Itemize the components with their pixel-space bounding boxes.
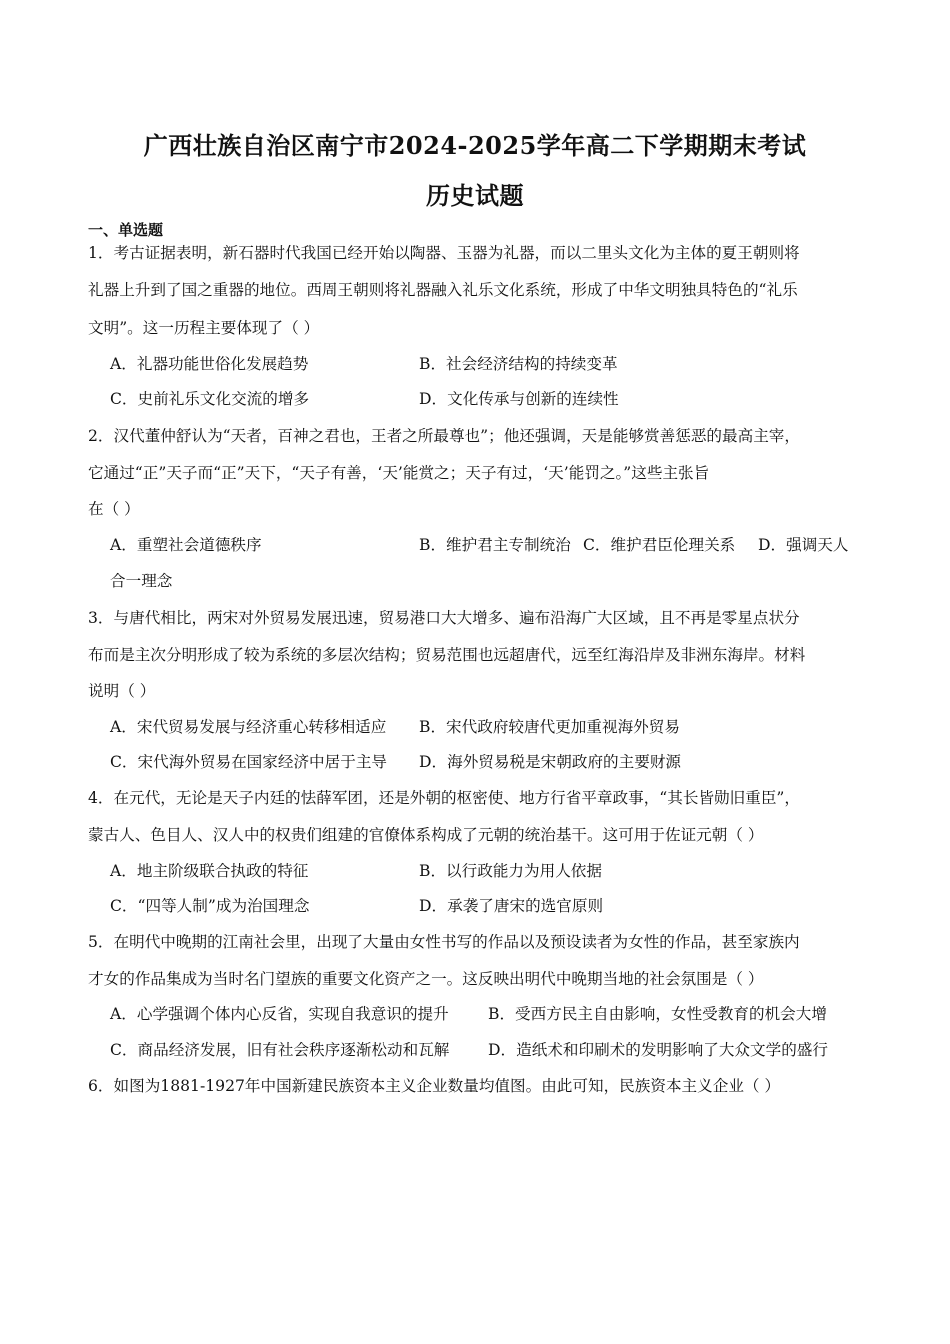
question-6-line-1: 6．如图为1881-1927年中国新建民族资本主义企业数量均值图。由此可知，民族资本主义企业（ ）: [88, 1077, 781, 1095]
question-4-option-d[interactable]: D．承袭了唐宋的选官原则: [419, 897, 604, 915]
question-1-line-3: 文明”。这一历程主要体现了（ ）: [88, 319, 320, 337]
question-5-option-c[interactable]: C．商品经济发展，旧有社会秩序逐渐松动和瓦解: [110, 1041, 450, 1059]
exam-title: 广西壮族自治区南宁市2024-2025学年高二下学期期末考试: [143, 131, 807, 160]
question-3-option-d[interactable]: D．海外贸易税是宋朝政府的主要财源: [419, 753, 682, 771]
question-3-line-3: 说明（ ）: [88, 682, 156, 700]
question-1-line-1: 1．考古证据表明，新石器时代我国已经开始以陶器、玉器为礼器，而以二里头文化为主体的夏王朝则将: [88, 244, 800, 262]
question-4-option-a[interactable]: A．地主阶级联合执政的特征: [110, 862, 309, 880]
question-4-line-1: 4．在元代，无论是天子内廷的怯薛军团，还是外朝的枢密使、地方行省平章政事，“其长皆勋旧重臣”，: [88, 789, 800, 807]
question-5-line-2: 才女的作品集成为当时名门望族的重要文化资产之一。这反映出明代中晚期当地的社会氛围是（ ）: [88, 970, 764, 988]
question-1-option-c[interactable]: C．史前礼乐文化交流的增多: [110, 390, 310, 408]
question-5-line-1: 5．在明代中晚期的江南社会里，出现了大量由女性书写的作品以及预设读者为女性的作品，甚至家族内: [88, 933, 800, 951]
question-2-option-d[interactable]: D．强调天人: [758, 536, 849, 554]
question-4-option-b[interactable]: B．以行政能力为用人依据: [419, 862, 602, 880]
question-3-line-1: 3．与唐代相比，两宋对外贸易发展迅速，贸易港口大大增多、遍布沿海广大区域，且不再是零星点状分: [88, 609, 800, 627]
question-5-option-a[interactable]: A．心学强调个体内心反省，实现自我意识的提升: [110, 1005, 449, 1023]
exam-subtitle: 历史试题: [426, 181, 524, 210]
question-4-option-c[interactable]: C．“四等人制”成为治国理念: [110, 897, 310, 915]
question-2-option-c[interactable]: C．维护君臣伦理关系: [583, 536, 736, 554]
question-5-option-b[interactable]: B．受西方民主自由影响，女性受教育的机会大增: [488, 1005, 827, 1023]
section-heading: 一、单选题: [88, 221, 164, 239]
question-3-option-c[interactable]: C．宋代海外贸易在国家经济中居于主导: [110, 753, 388, 771]
question-2-line-3: 在（ ）: [88, 500, 140, 518]
question-2-line-2: 它通过“正”天子而“正”天下，“天子有善，‘天’能赏之；天子有过，‘天’能罚之。”这些主张旨: [88, 464, 710, 482]
question-1-line-2: 礼器上升到了国之重器的地位。西周王朝则将礼器融入礼乐文化系统，形成了中华文明独具特色的“礼乐: [88, 281, 798, 299]
question-1-option-b[interactable]: B．社会经济结构的持续变革: [419, 355, 618, 373]
question-2-line-1: 2．汉代董仲舒认为“天者，百神之君也，王者之所最尊也”；他还强调，天是能够赏善惩恶的最高主宰，: [88, 427, 800, 445]
question-1-option-d[interactable]: D．文化传承与创新的连续性: [419, 390, 619, 408]
question-2-option-a[interactable]: A．重塑社会道德秩序: [110, 536, 262, 554]
question-4-line-2: 蒙古人、色目人、汉人中的权贵们组建的官僚体系构成了元朝的统治基干。这可用于佐证元朝（ ）: [88, 826, 764, 844]
question-5-option-d[interactable]: D．造纸术和印刷术的发明影响了大众文学的盛行: [488, 1041, 828, 1059]
question-3-option-a[interactable]: A．宋代贸易发展与经济重心转移相适应: [110, 718, 387, 736]
question-2-option-b[interactable]: B．维护君主专制统治: [419, 536, 571, 554]
question-3-line-2: 布而是主次分明形成了较为系统的多层次结构；贸易范围也远超唐代，远至红海沿岸及非洲东海岸。材料: [88, 646, 806, 664]
question-3-option-b[interactable]: B．宋代政府较唐代更加重视海外贸易: [419, 718, 680, 736]
question-1-option-a[interactable]: A．礼器功能世俗化发展趋势: [110, 355, 309, 373]
question-2-option-d-continued: 合一理念: [110, 572, 173, 590]
